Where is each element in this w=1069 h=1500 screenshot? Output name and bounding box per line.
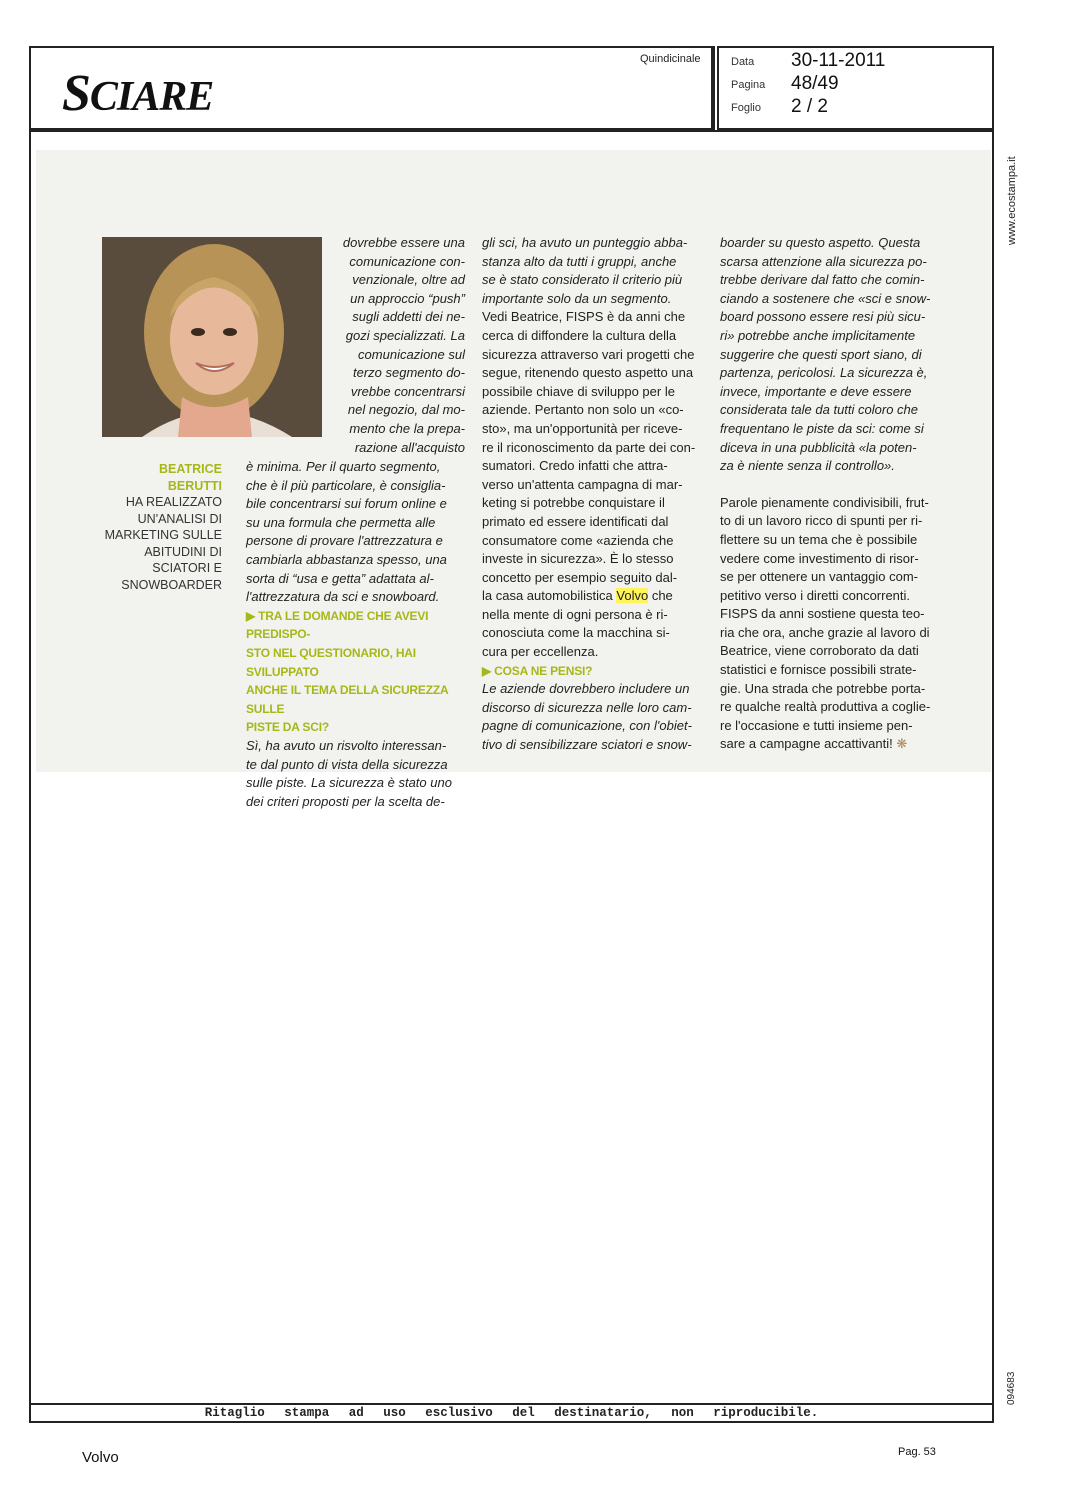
- column-1-top: [340, 234, 465, 457]
- text-line: gli sci, ha avuto un punteggio abba-: [482, 235, 688, 250]
- question-line: ANCHE IL TEMA DELLA SICUREZZA SULLE: [246, 683, 448, 716]
- text-line: Beatrice, viene corroborato da dati: [720, 643, 919, 659]
- volvo-line: [482, 587, 704, 606]
- client-name: Volvo: [82, 1449, 119, 1466]
- text-line: ciando a sostenere che «sci e snow-: [720, 290, 931, 306]
- text-line: se per ottenere un vantaggio com-: [720, 569, 919, 585]
- text-line: trebbe derivare dal fatto che comin-: [720, 272, 925, 288]
- text-line: è minima. Per il quarto segmento,: [246, 459, 441, 474]
- question-line: ▶ TRA LE DOMANDE CHE AVEVI PREDISPO-: [246, 608, 429, 642]
- text-line: sicurezza attraverso vari progetti che: [482, 346, 695, 362]
- text-line: possibile chiave di sviluppo per le: [482, 383, 675, 399]
- text-line: sumatori. Credo infatti che attra-: [482, 458, 668, 474]
- question-line: PISTE DA SCI?: [246, 720, 329, 735]
- date-value: 30-11-2011: [791, 50, 886, 71]
- text-line: dovrebbe essere una: [342, 235, 465, 250]
- text-line: boarder su questo aspetto. Questa: [720, 235, 921, 250]
- text-line: Le aziende dovrebbero includere un: [482, 681, 690, 697]
- text-line: frequentano le piste da sci: come si: [720, 420, 924, 436]
- text-line: importante solo da un segmento.: [482, 290, 672, 306]
- text-line: mento che la prepa-: [349, 420, 465, 436]
- magazine-logo: SCIARE: [62, 65, 214, 122]
- text-line: sorta di “usa e getta” adattata al-: [246, 570, 434, 586]
- question-line: ▶ COSA NE PENSI?: [482, 663, 593, 678]
- text-line: verso un'attenta campagna di mar-: [482, 476, 683, 492]
- interview-question-1: [246, 607, 468, 737]
- text-line: invece, importante e deve essere: [720, 383, 912, 399]
- text-line: partenza, pericolosi. La sicurezza è,: [720, 365, 928, 381]
- header-divider: [711, 46, 713, 130]
- text-line: board possono essere resi più sicu-: [720, 309, 926, 325]
- text-line: venzionale, oltre ad: [352, 272, 465, 288]
- text-line: consumatore come «azienda che: [482, 532, 674, 548]
- text-line: pagne di comunicazione, con l'obiet-: [482, 718, 692, 734]
- text-line: persone di provare l'attrezzatura e: [246, 533, 443, 549]
- caption-name-last: BERUTTI: [167, 478, 222, 493]
- text-line: re qualche realtà produttiva a coglie-: [720, 699, 931, 715]
- source-url: www.ecostampa.it: [1006, 156, 1018, 245]
- caption-line: MARKETING SULLE: [104, 528, 222, 542]
- text-line: scarsa attenzione alla sicurezza po-: [720, 253, 927, 269]
- text-line: Parole pienamente condivisibili, frut-: [720, 494, 929, 510]
- text-line: nella mente di ogni persona è ri-: [482, 606, 668, 622]
- caption-line: SCIATORI E: [152, 561, 222, 575]
- caption-line: ABITUDINI DI: [144, 544, 222, 559]
- page-number: Pag. 53: [898, 1446, 936, 1458]
- text-line: te dal punto di vista della sicurezza: [246, 756, 448, 772]
- text-line: to di un lavoro ricco di spunti per ri-: [720, 513, 923, 529]
- text-line: sulle piste. La sicurezza è stato uno: [246, 775, 452, 791]
- text-line: suggerire che questi sport siano, di: [720, 346, 922, 362]
- text-line: tivo di sensibilizzare sciatori e snow-: [482, 737, 692, 753]
- text-fragment: sare a campagne accattivanti!: [720, 736, 893, 752]
- clip-code: 094683: [1006, 1371, 1017, 1405]
- text-line-last: [720, 735, 942, 754]
- date-label: Data: [731, 56, 755, 68]
- text-fragment: che: [648, 588, 673, 604]
- text-line: su una formula che permetta alle: [246, 514, 436, 530]
- footer-divider: [29, 1403, 994, 1405]
- text-line: investe in sicurezza». È lo stesso: [482, 551, 674, 567]
- column-1-bottom: [246, 458, 468, 811]
- text-fragment: la casa automobilistica: [482, 588, 617, 604]
- text-line: cerca di diffondere la cultura della: [482, 327, 677, 343]
- portrait-illustration: [102, 237, 322, 437]
- text-line: diceva in una pubblicità «la poten-: [720, 439, 917, 455]
- caption-line: SNOWBOARDER: [121, 577, 222, 592]
- text-line: gozi specializzati. La: [345, 327, 465, 343]
- highlighted-brand: Volvo: [616, 588, 649, 604]
- text-line: concetto per esempio seguito dal-: [482, 569, 678, 585]
- text-line: ri» potrebbe anche implicitamente: [720, 327, 916, 343]
- caption-line: HA REALIZZATO: [125, 495, 222, 509]
- text-line: un approccio “push”: [350, 290, 465, 306]
- text-line: considerata tale da tutti coloro che: [720, 402, 919, 418]
- text-line: petitivo verso i diretti concorrenti.: [720, 587, 911, 603]
- photo-caption: [100, 461, 222, 593]
- text-line: comunicazione sul: [358, 346, 465, 362]
- caption-name-first: BEATRICE: [159, 462, 222, 476]
- text-line: FISPS da anni sostiene questa teo-: [720, 606, 925, 622]
- text-line: Sì, ha avuto un risvolto interessan-: [246, 737, 447, 753]
- text-line: statistici e fornisce possibili strate-: [720, 662, 917, 678]
- sheet-label: Foglio: [731, 102, 761, 114]
- text-line: aziende. Pertanto non solo un «co-: [482, 402, 684, 418]
- text-line: segue, ritenendo questo aspetto una: [482, 365, 694, 381]
- text-line: primato ed essere identificati dal: [482, 513, 669, 529]
- text-line: bile concentrarsi sui forum online e: [246, 496, 447, 512]
- text-line: l'attrezzatura da sci e snowboard.: [246, 589, 440, 605]
- column-3: [720, 234, 942, 754]
- reproduction-notice: Ritaglio stampa ad uso esclusivo del destinatario, non riproducibile.: [204, 1406, 819, 1420]
- text-line: sugli addetti dei ne-: [352, 309, 465, 325]
- text-line: re l'occasione e tutti insieme pen-: [720, 717, 913, 733]
- sheet-value: 2 / 2: [791, 96, 828, 117]
- frequency-label: Quindicinale: [640, 53, 701, 65]
- page-label: Pagina: [731, 79, 766, 91]
- text-line: razione all'acquisto: [354, 439, 465, 455]
- end-mark-icon: ❋: [896, 736, 908, 752]
- text-line: gie. Una strada che potrebbe porta-: [720, 680, 926, 696]
- text-line: dei criteri proposti per la scelta de-: [246, 793, 445, 809]
- text-line: nel negozio, dal mo-: [347, 402, 465, 418]
- text-line: se è stato considerato il criterio più: [482, 272, 683, 288]
- text-line: vrebbe concentrarsi: [350, 383, 465, 399]
- portrait-photo: [102, 237, 322, 437]
- text-line: ria che ora, anche grazie al lavoro di: [720, 624, 930, 640]
- interview-question-2: [482, 662, 704, 681]
- text-line: vedere come investimento di risor-: [720, 550, 919, 566]
- text-line: cambiarla abbastanza spesso, una: [246, 551, 447, 567]
- text-line: Vedi Beatrice, FISPS è da anni che: [482, 309, 686, 325]
- caption-line: UN'ANALISI DI: [137, 511, 222, 526]
- text-line: za è niente senza il controllo».: [720, 458, 895, 474]
- text-line: che è il più particolare, è consiglia-: [246, 477, 446, 493]
- text-line: discorso di sicurezza nelle loro cam-: [482, 699, 692, 715]
- text-line: keting si potrebbe conquistare il: [482, 495, 665, 511]
- text-line: flettere su un tema che è possibile: [720, 531, 918, 547]
- question-line: STO NEL QUESTIONARIO, HAI SVILUPPATO: [246, 645, 416, 679]
- column-2: [482, 234, 704, 755]
- text-line: cura per eccellenza.: [482, 644, 599, 660]
- text-line: re il riconoscimento da parte dei con-: [482, 439, 696, 455]
- text-line: stanza alto da tutti i gruppi, anche: [482, 253, 677, 269]
- text-line: conosciuta come la macchina si-: [482, 625, 670, 641]
- text-line: terzo segmento do-: [352, 365, 465, 381]
- page-value: 48/49: [791, 73, 839, 94]
- text-line: comunicazione con-: [349, 253, 465, 269]
- text-line: sto», ma un'opportunità per riceve-: [482, 420, 683, 436]
